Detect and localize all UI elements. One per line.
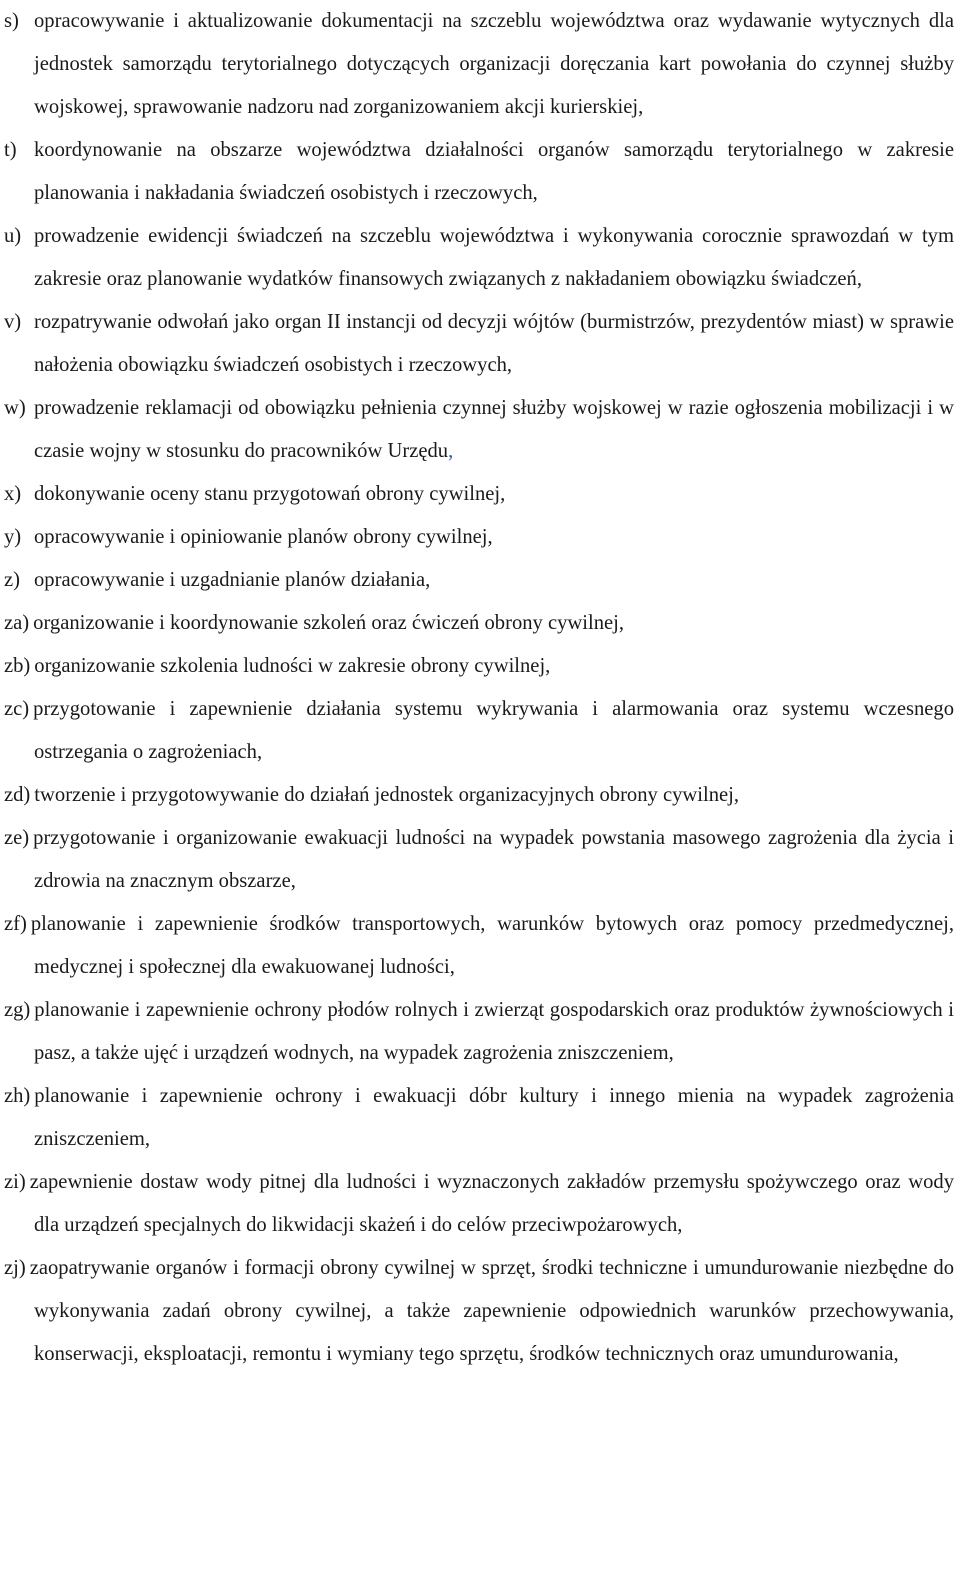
item-label: s) [4,10,19,32]
item-text: przygotowanie i organizowanie ewakuacji ludności na wypadek powstania masowego zagrożenia dla życia i zdrowia na znacznym obszarze, [33,827,954,892]
list-item-ze [0,817,960,903]
list-item-v [0,301,960,387]
list-item-y [0,516,960,559]
list-item-zc [0,688,960,774]
list-item-zh [0,1075,960,1161]
item-text: opracowywanie i uzgadnianie planów działania, [34,569,431,591]
item-text: przygotowanie i zapewnienie działania systemu wykrywania i alarmowania oraz systemu wczesnego ostrzegania o zagrożeniach, [33,698,954,763]
item-label: v) [4,311,22,333]
list-item-za [0,602,960,645]
list-item-zf [0,903,960,989]
item-text: opracowywanie i opiniowanie planów obrony cywilnej, [34,526,493,548]
item-text: organizowanie szkolenia ludności w zakresie obrony cywilnej, [34,655,551,677]
item-label: zi) [4,1171,26,1193]
item-text: prowadzenie ewidencji świadczeń na szczeblu województwa i wykonywania corocznie sprawozdań w tym zakresie oraz planowanie wydatków finansowych związanych z nakładaniem obowiązku świadczeń, [34,225,954,290]
item-text: planowanie i zapewnienie środków transportowych, warunków bytowych oraz pomocy przedmedycznej, medycznej i społecznej dla ewakuowanej ludności, [30,913,954,978]
list-item-u [0,215,960,301]
list-item-w [0,387,960,473]
item-label: w) [4,397,26,419]
item-text: planowanie i zapewnienie ochrony i ewakuacji dóbr kultury i innego mienia na wypadek zagrożenia zniszczeniem, [34,1085,954,1150]
item-text: koordynowanie na obszarze województwa działalności organów samorządu terytorialnego w zakresie planowania i nakładania świadczeń osobistych i rzeczowych, [34,139,954,204]
item-label: y) [4,526,22,548]
list-item-zb [0,645,960,688]
list-item-x [0,473,960,516]
item-text: prowadzenie reklamacji od obowiązku pełnienia czynnej służby wojskowej w razie ogłoszenia mobilizacji i w czasie wojny w stosunku do pracowników Urzędu [34,397,954,462]
item-label: ze) [4,827,30,849]
item-label: u) [4,225,22,247]
item-label: zd) [4,784,31,806]
item-text: zapewnienie dostaw wody pitnej dla ludności i wyznaczonych zakładów przemysłu spożywczego oraz wody dla urządzeń specjalnych do likwidacji skażeń i do celów przeciwpożarowych, [29,1171,954,1236]
list-item-zi [0,1161,960,1247]
item-label: zf) [4,913,27,935]
item-text: organizowanie i koordynowanie szkoleń oraz ćwiczeń obrony cywilnej, [33,612,625,634]
item-text: planowanie i zapewnienie ochrony płodów rolnych i zwierząt gospodarskich oraz produktów żywnościowych i pasz, a także ujęć i urządzeń wodnych, na wypadek zagrożenia zniszczeniem, [34,999,954,1064]
item-text: opracowywanie i aktualizowanie dokumentacji na szczeblu województwa oraz wydawanie wytycznych dla jednostek samorządu terytorialnego dotyczących organizacji doręczania kart powołania do czynnej służby wojskowej, sprawowanie nadzoru nad zorganizowaniem akcji kurierskiej, [34,10,954,118]
item-trailing-comma: , [448,440,454,462]
item-text: tworzenie i przygotowywanie do działań jednostek organizacyjnych obrony cywilnej, [34,784,740,806]
item-text: dokonywanie oceny stanu przygotowań obrony cywilnej, [34,483,506,505]
list-item-z [0,559,960,602]
list-item-t [0,129,960,215]
list-item-zg [0,989,960,1075]
item-label: zc) [4,698,30,720]
item-label: zj) [4,1257,26,1279]
item-text: zaopatrywanie organów i formacji obrony cywilnej w sprzęt, środki techniczne i umundurowanie niezbędne do wykonywania zadań obrony cywilnej, a także zapewnienie odpowiednich warunków przechowywania, konserwacji, eksploatacji, remontu i wymiany tego sprzętu, środków technicznych oraz umundurowania, [29,1257,954,1365]
item-label: t) [4,139,17,161]
item-label: z) [4,569,20,591]
item-text: rozpatrywanie odwołań jako organ II instancji od decyzji wójtów (burmistrzów, prezydentów miast) w sprawie nałożenia obowiązku świadczeń osobistych i rzeczowych, [34,311,954,376]
list-item-zd [0,774,960,817]
list-item-s [0,0,960,129]
item-label: za) [4,612,30,634]
item-label: zb) [4,655,31,677]
item-label: zh) [4,1085,31,1107]
list-item-zj [0,1247,960,1376]
item-label: zg) [4,999,31,1021]
item-label: x) [4,483,22,505]
